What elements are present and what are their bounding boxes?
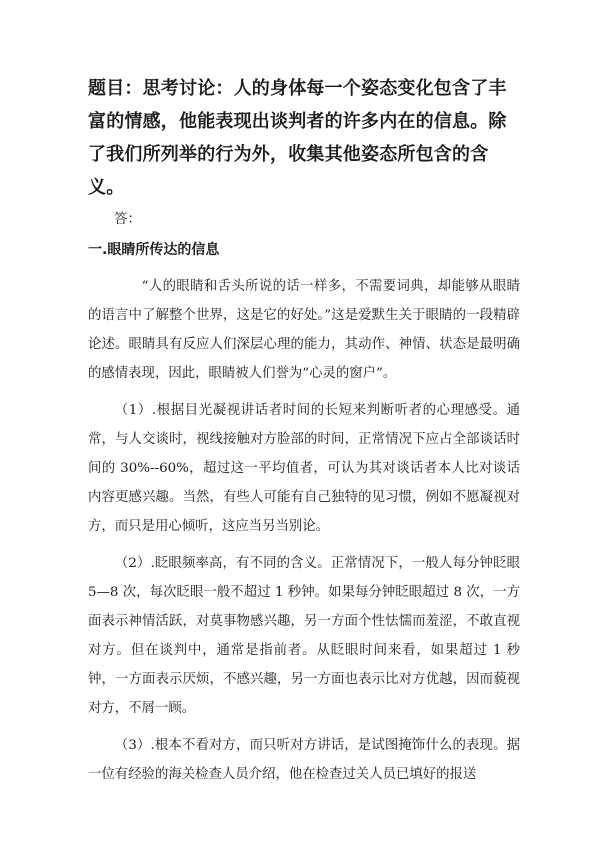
document-page (88, 72, 520, 797)
answer-label: 答： (114, 211, 141, 227)
point-1-paragraph: （1）.根据目光凝视讲话者时间的长短来判断听者的心理感受。通常，与人交谈时，视线接触对方脸部的时间，正常情况下应占全部谈话时间的 30%--60%，超过这一平均值者，可认为其对谈话者本人比对谈话内容更感兴趣。当然，有些人可能有自己独特的见习惯，例如不愿凝视对方，而只是用心倾听，这应当另当别论。 (88, 403, 520, 534)
point-2-paragraph: （2）.眨眼频率高，有不同的含义。正常情况下，一般人每分钟眨眼 5—8 次，每次眨眼一般不超过 1 秒钟。如果每分钟眨眼超过 8 次，一方面表示神情活跃，对莫事物感兴趣，另一方面个性怯懦而羞涩，不敢直视对方。但在谈判中，通常是指前者。从眨眼时间来看，如果超过 1 秒钟，一方面表示厌烦，不感兴趣，另一方面也表示比对方优越，因而藐视对方，不屑一顾。 (88, 556, 520, 716)
question-title: 题目：思考讨论：人的身体每一个姿态变化包含了丰富的情感，他能表现出谈判者的许多内在的信息。除了我们所列举的行为外，收集其他姿态所包含的含义。 (88, 78, 507, 198)
section-heading: 一.眼睛所传达的信息 (88, 242, 220, 258)
point-3-paragraph: （3）.根本不看对方，而只听对方讲话，是试图掩饰什么的表现。据一位有经验的海关检查人员介绍，他在检查过关人员已填好的报送 (88, 738, 520, 782)
intro-paragraph: “人的眼睛和舌头所说的话一样多，不需要词典，却能够从眼睛的语言中了解整个世界，这是它的好处。”这是爱默生关于眼睛的一段精辟论述。眼睛具有反应人们深层心理的能力，其动作、神情、状态是最明确的感情表现，因此，眼睛被人们誉为“心灵的窗户”。 (88, 279, 520, 381)
